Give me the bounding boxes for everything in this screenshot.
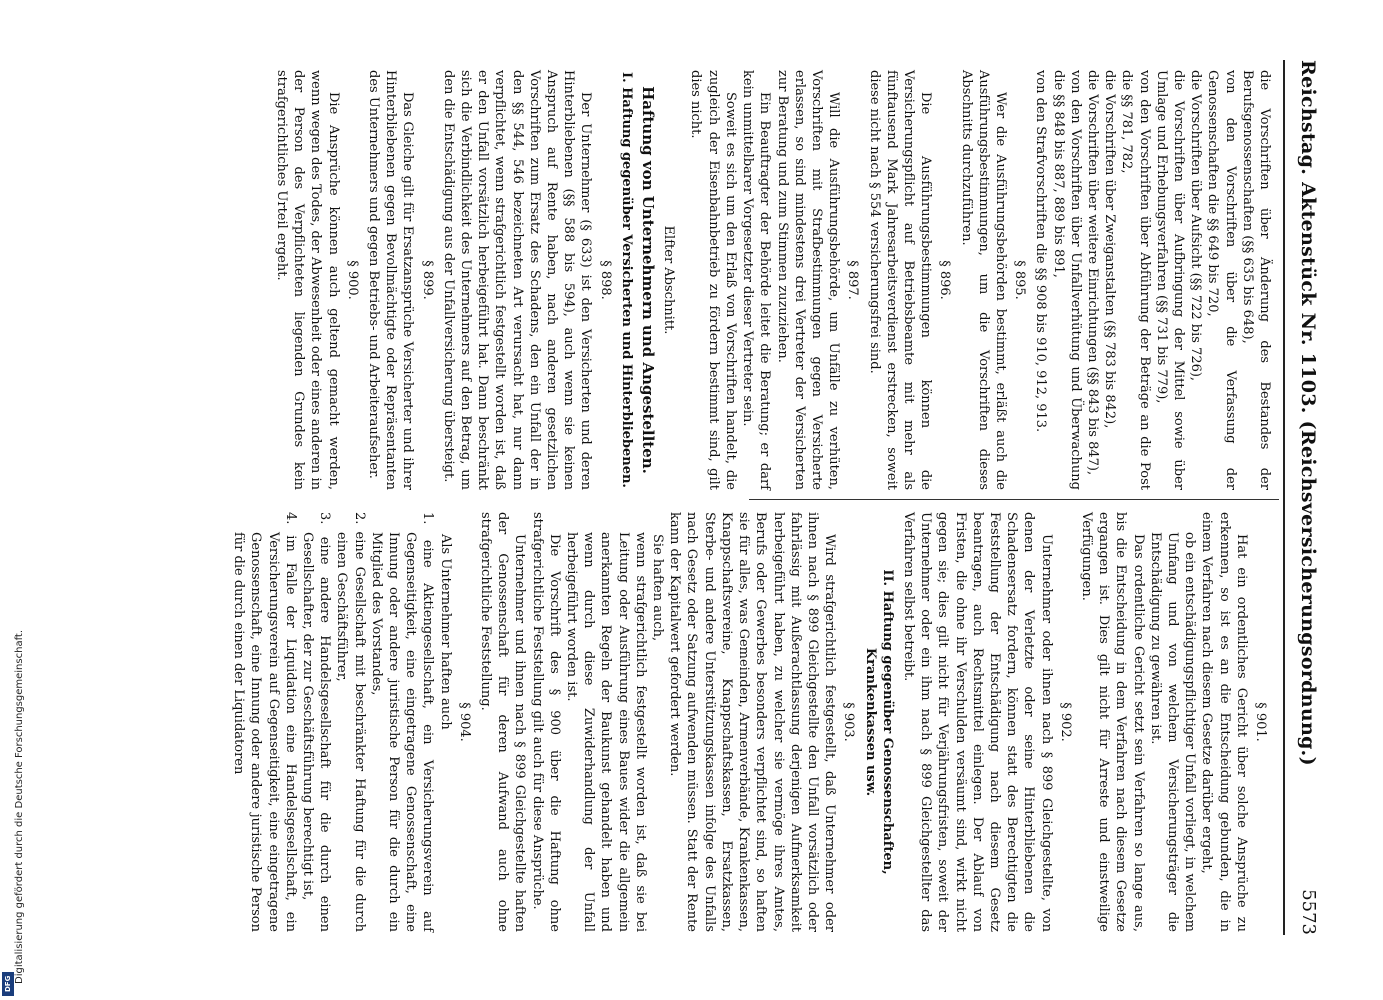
chapter-number: Elfter Abschnitt. — [661, 225, 677, 335]
paragraph: Soweit es sich um den Erlaß von Vorschriften handelt, die zugleich der Eisenbahnbetrieb zu fördern bestimmt sind, gilt dies nicht. — [688, 70, 738, 490]
list-item: von den Vorschriften über die Verfassung der Genossenschaften die §§ 649 bis 720, — [1205, 70, 1238, 490]
paragraph: Das Gleiche gilt für Ersatzansprüche Versicherter und ihrer Hinterbliebenen gegen Bevollmächtigte oder Repräsentanten des Unternehmers und gegen Betriebs- und Arbeiteraufseher. — [366, 70, 416, 490]
subheading: II. Haftung gegenüber Genossenschaften, Krankenkassen usw. — [862, 569, 895, 875]
paragraph: Sie haften auch, — [650, 534, 666, 642]
section-number: § 897. — [845, 260, 861, 300]
paragraph: Die Ausführungsbestimmungen können die Versicherungspflicht auf Betriebsbeamte mit mehr als fünftausend Mark Jahresarbeitsverdienst erstrecken, soweit diese nicht nach § 554 versicherungsfrei sind. — [866, 70, 934, 490]
column-divider — [749, 499, 1279, 500]
list-item: die Vorschriften über Änderung des Bestandes der Berufsgenossenschaften (§§ 635 bis 648), — [1239, 70, 1272, 490]
paragraph: Unternehmer oder ihnen nach § 899 Gleichgestellte, von denen der Verletzte oder seine Hinterbliebenen die Schadensersatz fordern, können statt des Berechtigten die Feststellung der Entschädigung nach diesem Gesetz beantragen, auch Rechtsmittel einlegen. Der Ablauf von Fristen, die ohne ihr Verschulden versäumt sind, wirkt nicht gegen sie; dies gilt nicht für Verjährungsfristen, soweit der Unternehmer oder ein ihm nach § 899 Gleichgestellter das Verfahren selbst betreibt. — [900, 512, 1054, 932]
paragraph: Hat ein ordentliches Gericht über solche Ansprüche zu erkennen, so ist es an die Entscheidung gebunden, die in einem Verfahren nach diesem Gesetze darüber ergeht, — [1199, 512, 1249, 932]
list-item: die Vorschriften über Aufsicht (§§ 722 bis 726), — [1188, 70, 1204, 382]
section-number: § 903. — [841, 702, 857, 742]
section-number: § 898. — [597, 260, 613, 300]
section-number: § 895. — [1012, 260, 1028, 300]
section-number: § 896. — [937, 260, 953, 300]
list-item: 1. eine Aktiengesellschaft, ein Versicherungsverein auf Gegenseitigkeit, eine eingetragene Genossenschaft, eine Innung oder andere juristische Person für die durch ein Mitglied des Vorstandes, — [368, 512, 436, 932]
paragraph: Der Unternehmer (§ 633) ist den Versicherten und deren Hinterbliebenen (§§ 588 bis 594), auch wenn sie keinen Anspruch auf Rente haben, nach anderen gesetzlichen Vorschriften zum Ersatz des Schadens, den ein Unfall der in den §§ 544, 546 bezeichneten Art verursacht hat, nur dann verpflichtet, wenn strafgerichtlich festgestellt worden ist, daß er den Unfall vorsätzlich herbeigeführt hat. Dann beschränkt sich die Verbindlichkeit des Unternehmers auf den Betrag, um den die Entschädigung aus der Unfallversicherung übersteigt. — [440, 70, 594, 490]
section-number: § 901. — [1253, 702, 1268, 742]
dfg-logo-icon: DFG — [2, 972, 14, 996]
header-rule — [1283, 60, 1285, 935]
paragraph: Wer die Ausführungsbehörden bestimmt, erläßt auch die Ausführungsbestimmungen, um die Vorschriften dieses Abschnitts durchzuführen. — [958, 70, 1008, 490]
right-column — [230, 512, 1273, 932]
list-item: die Vorschriften über weitere Einrichtungen (§§ 843 bis 847), — [1084, 70, 1100, 476]
paragraph: Unternehmer und ihnen nach § 899 Gleichgestellte haften der Genossenschaft für deren Aufwand auch ohne strafgerichtliche Feststellung. — [478, 512, 528, 932]
list-item: die Vorschriften über Zweiganstalten (§§ 783 bis 842), — [1102, 70, 1118, 429]
paragraph: Die Vorschrift des § 900 über die Haftung ohne strafgerichtliche Feststellung gilt auch für diese Ansprüche. — [529, 512, 562, 932]
paragraph: Ein Beauftragter der Behörde leitet die Beratung; er darf kein unmittelbarer Vorgesetzter dieser Vertreter sein. — [740, 70, 773, 490]
paragraph: Als Unternehmer haften auch — [437, 534, 453, 730]
paragraph: ob ein entschädigungspflichtiger Unfall vorliegt, in welchem Umfang und von welchem Versicherungsträger die Entschädigung zu gewähren ist. — [1147, 532, 1198, 932]
running-title: Reichstag. Aktenstück Nr. 1103. (Reichsversicherungsordnung.) — [1297, 60, 1319, 766]
digitization-credit — [0, 0, 25, 1000]
paragraph: Will die Ausführungsbehörde, um Unfälle zu verhüten, Vorschriften mit Strafbestimmungen gegen Versicherte erlassen, so sind mindestens drei Vertreter der Versicherten zur Beratung und zum Stimmen zuzuziehen. — [774, 70, 842, 490]
paragraph: Die Ansprüche können auch geltend gemacht werden, wenn wegen des Todes, der Abwesenheit oder eines anderen in der Person des Verpflichteten liegenden Grundes kein strafgerichtliches Urteil ergeht. — [274, 70, 341, 490]
page-number: 5573 — [1298, 889, 1319, 935]
paragraph: wenn strafgerichtlich festgestellt worden ist, daß sie bei Leitung oder Ausführung eines Baues wider die allgemein anerkannten Regeln der Baukunst gehandelt haben und wenn durch diese Zuwiderhandlung der Unfall herbeigeführt worden ist. — [564, 532, 648, 932]
list-item: die Vorschriften über Aufbringung der Mittel sowie über Umlage und Erhebungsverfahren (§§ 731 bis 779), — [1153, 70, 1186, 490]
list-item: 3. eine andere Handelsgesellschaft für die durch einen Gesellschafter, der zur Geschäftsführung berechtigt ist, — [300, 512, 333, 932]
list-item: von den Vorschriften über Unfallverhütung und Überwachung die §§ 848 bis 887, 889 bis 891, — [1050, 70, 1083, 490]
page-header — [1293, 60, 1319, 935]
credit-text: Digitalisierung gefördert durch die Deutsche Forschungsgemeinschaft. — [14, 629, 25, 984]
list-item: 4. im Falle der Liquidation eine Handelsgesellschaft, ein Versicherungsverein auf Gegenseitigkeit, eine eingetragene Genossenschaft, eine Innung oder andere juristische Person für die durch einen der Liquidatoren — [231, 512, 298, 932]
section-number: § 902. — [1057, 702, 1073, 742]
subheading: I. Haftung gegenüber Versicherten und Hinterbliebenen. — [618, 72, 634, 488]
paragraph: Das ordentliche Gericht setzt sein Verfahren so lange aus, bis die Entscheidung in dem Verfahren nach diesem Gesetze ergangen ist. Dies gilt nicht für Arreste und einstweilige Verfügungen. — [1078, 512, 1146, 932]
section-number: § 899. — [419, 260, 435, 300]
list-item: von den Strafvorschriften die §§ 908 bis 910, 912, 913. — [1033, 70, 1049, 433]
list-item: 2. eine Gesellschaft mit beschränkter Haftung für die durch einen Geschäftsführer, — [334, 512, 367, 932]
list-item: von den Vorschriften über Abführung der Beträge an die Post die §§ 781, 782, — [1119, 70, 1152, 490]
chapter-title: Haftung von Unternehmern und Angestellten. — [639, 86, 658, 474]
paragraph: Wird strafgerichtlich festgestellt, daß Unternehmer oder ihnen nach § 899 Gleichgestellte den Unfall vorsätzlich oder fahrlässig mit Außerachtlassung derjenigen Aufmerksamkeit herbeigeführt haben, zu welcher sie vermöge ihres Amtes, Berufs oder Gewerbes besonders verpflichtet sind, so haften sie für alles, was Gemeinden, Armenverbände, Krankenkassen, Knappschaftsvereine, Knappschaftskassen, Ersatzkassen, Sterbe- und andere Unterstützungskassen infolge des Unfalls nach Gesetz oder Satzung aufwenden müssen. Statt der Rente kann der Kapitalwert gefordert werden. — [667, 512, 838, 932]
section-number: § 900. — [344, 260, 360, 300]
section-number: § 904. — [456, 702, 472, 742]
left-column — [273, 70, 1273, 490]
